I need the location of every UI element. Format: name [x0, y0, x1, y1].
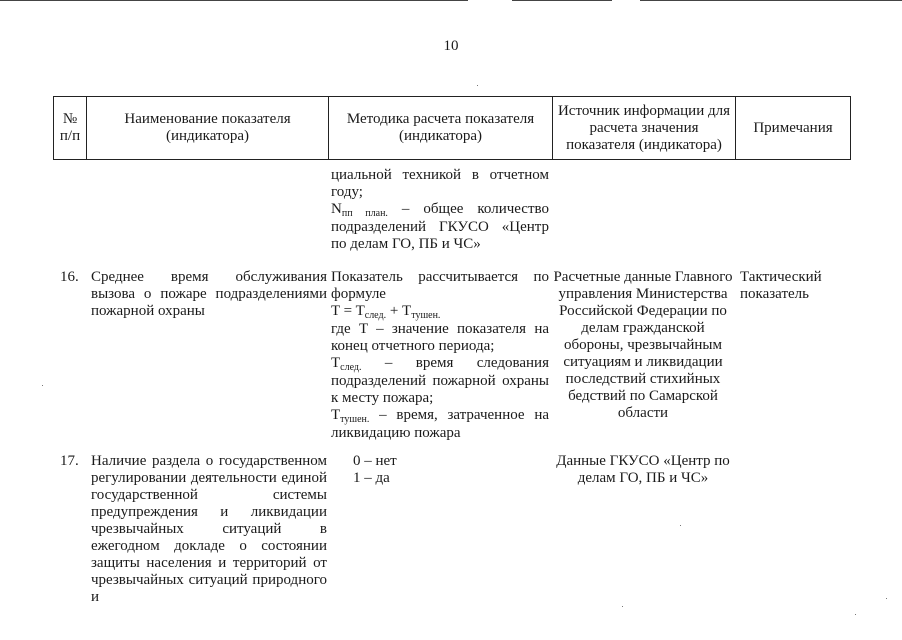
- row16-name: Среднее время обслуживания вызова о пожаре подразделениями пожарной охраны: [91, 269, 327, 319]
- scan-speck: [855, 614, 856, 615]
- top-rule: [640, 0, 902, 1]
- header-method: Методика расчета показателя (индикатора): [328, 97, 552, 159]
- scan-speck: [680, 525, 681, 526]
- row16-method-intro: Показатель рассчитывается по формуле: [331, 269, 549, 302]
- header-note: Примечания: [735, 97, 850, 159]
- row16-num: 16.: [60, 269, 79, 285]
- row17-num: 17.: [60, 453, 79, 469]
- scan-speck: [477, 85, 478, 86]
- scan-speck: [42, 385, 43, 386]
- top-rule: [0, 0, 468, 1]
- row16-t1: $T_{след.}$ – время следования подразделений пожарной охраны к месту пожара;: [331, 355, 549, 406]
- continuation-method: [331, 167, 549, 253]
- row16-t2: $T_{тушен.}$ – время, затраченное на ликвидацию пожара: [331, 407, 549, 441]
- continuation-line: циальной техникой в отчетном году;: [331, 167, 549, 200]
- row16-formula: $T = T_{след.} + T_{тушен.}$: [331, 303, 441, 321]
- table-header: [53, 96, 851, 160]
- header-source: Источник информации для расчета значения показателя (индикатора): [552, 97, 735, 159]
- page-number: 10: [443, 38, 459, 54]
- header-name: Наименование показателя (индикатора): [86, 97, 328, 159]
- row17-method: [353, 453, 543, 487]
- continuation-variable: $N_{пп план.}$ – общее количество подразделений ГКУСО «Центр по делам ГО, ПБ и ЧС»: [331, 201, 549, 252]
- row16-method: [331, 269, 549, 442]
- top-rule: [512, 0, 612, 1]
- scan-speck: [622, 606, 623, 607]
- row16-note: Тактический показатель: [740, 269, 822, 302]
- scan-speck: [886, 598, 887, 599]
- header-num: № п/п: [59, 111, 81, 144]
- row16-where: где T – значение показателя на конец отчетного периода;: [331, 321, 549, 354]
- row17-method-no: 0 – нет: [353, 453, 397, 469]
- row17-method-yes: 1 – да: [353, 470, 390, 486]
- row17-name: Наличие раздела о государственном регулировании деятельности единой государственной системы предупреждения и ликвидации чрезвычайных ситуаций в ежегодном докладе о состоянии защиты населения и территорий от чрезвычайных ситуаций природного и: [91, 453, 327, 605]
- row17-source: Данные ГКУСО «Центр по делам ГО, ПБ и ЧС»: [556, 453, 730, 486]
- row16-source: Расчетные данные Главного управления Министерства Российской Федерации по делам гражданской обороны, чрезвычайным ситуациям и ликвидации последствий стихийных бедствий по Самарской области: [553, 269, 733, 421]
